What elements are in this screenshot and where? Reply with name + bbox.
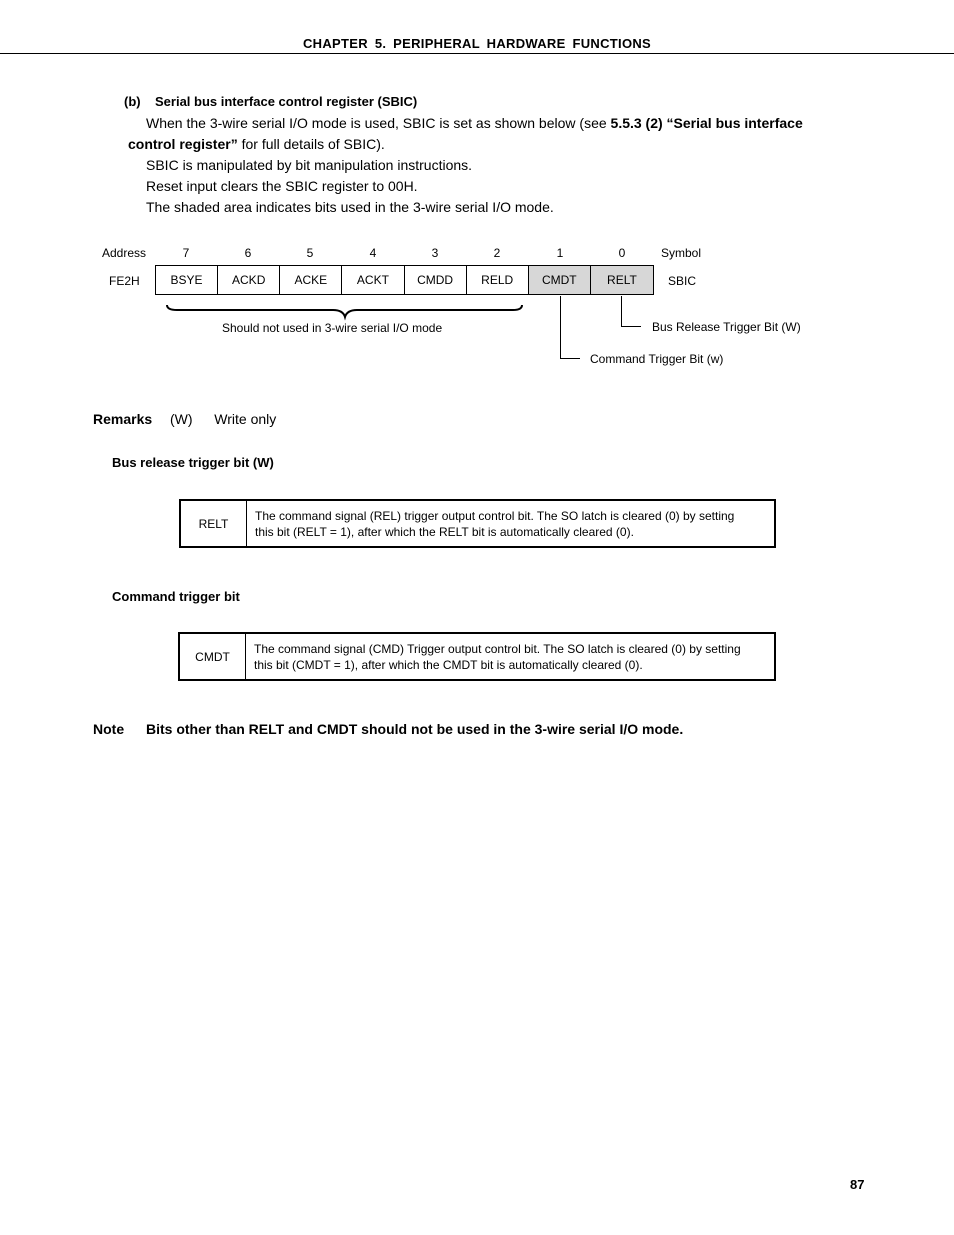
register-bit-field <box>155 265 654 295</box>
relt-callout-horizontal <box>621 326 641 327</box>
paragraph-1-line-1 <box>146 113 803 134</box>
remarks-label: Remarks <box>93 411 153 427</box>
bit-number-7: 7 <box>182 246 190 260</box>
relt-desc-line-2: this bit (RELT = 1), after which the RELT bit is automatically cleared (0). <box>255 524 634 539</box>
bit-cell-acke: ACKE <box>280 266 342 294</box>
register-address: FE2H <box>109 274 140 288</box>
bit-cell-bsye: BSYE <box>156 266 218 294</box>
cmdt-heading: Command trigger bit <box>112 589 240 604</box>
cmdt-callout-label: Command Trigger Bit (w) <box>590 352 724 366</box>
p1-post: for full details of SBIC). <box>237 136 385 152</box>
table-row <box>179 633 775 680</box>
relt-name-cell: RELT <box>180 500 247 547</box>
bit-number-4: 4 <box>369 246 377 260</box>
bit-number-5: 5 <box>306 246 314 260</box>
cmdt-desc-line-1: The command signal (CMD) Trigger output control bit. The SO latch is cleared (0) by setting <box>254 641 741 656</box>
p1-reference-b: control register” <box>128 136 238 152</box>
relt-callout-label: Bus Release Trigger Bit (W) <box>652 320 801 334</box>
bit-number-1: 1 <box>556 246 564 260</box>
bit-number-0: 0 <box>618 246 626 260</box>
table-row <box>180 500 775 547</box>
note <box>93 721 683 737</box>
note-label: Note <box>93 721 125 737</box>
chapter-header: CHAPTER 5. PERIPHERAL HARDWARE FUNCTIONS <box>302 36 652 51</box>
bit-number-3: 3 <box>431 246 439 260</box>
section-label: (b) <box>124 94 141 109</box>
bit-cell-ackt: ACKT <box>342 266 404 294</box>
cmdt-desc-line-2: this bit (CMDT = 1), after which the CMDT bit is automatically cleared (0). <box>254 657 643 672</box>
p1-reference-a: 5.5.3 (2) “Serial bus interface <box>610 115 803 131</box>
paragraph-1-line-2 <box>128 134 385 155</box>
bit-number-2: 2 <box>493 246 501 260</box>
page-number: 87 <box>850 1177 865 1192</box>
register-symbol: SBIC <box>668 274 697 288</box>
relt-desc-cell <box>247 500 776 547</box>
remarks <box>93 411 276 427</box>
bit-cell-reld: RELD <box>467 266 529 294</box>
brace-label: Should not used in 3-wire serial I/O mode <box>222 321 443 335</box>
remarks-code: (W) <box>169 411 193 427</box>
paragraph-2: SBIC is manipulated by bit manipulation instructions. <box>146 157 473 173</box>
section-title-text: Serial bus interface control register (SBIC) <box>155 94 418 109</box>
section-title <box>124 94 417 109</box>
p1-text: When the 3-wire serial I/O mode is used, SBIC is set as shown below (see <box>146 115 611 131</box>
relt-table <box>179 499 776 548</box>
bit-cell-relt: RELT <box>591 266 653 294</box>
relt-desc-line-1: The command signal (REL) trigger output control bit. The SO latch is cleared (0) by setting <box>255 508 735 523</box>
header-rule <box>0 53 954 54</box>
paragraph-3: Reset input clears the SBIC register to 00H. <box>146 178 418 194</box>
address-label: Address <box>102 246 147 260</box>
bit-cell-cmdt: CMDT <box>529 266 591 294</box>
note-text: Bits other than RELT and CMDT should not be used in the 3-wire serial I/O mode. <box>146 721 684 737</box>
cmdt-callout-horizontal <box>560 358 580 359</box>
bit-number-6: 6 <box>244 246 252 260</box>
bit-cell-ackd: ACKD <box>218 266 280 294</box>
cmdt-desc-cell <box>246 633 776 680</box>
bit-cell-cmdd: CMDD <box>405 266 467 294</box>
relt-heading: Bus release trigger bit (W) <box>112 455 274 470</box>
cmdt-callout-vertical <box>560 296 561 359</box>
remarks-text: Write only <box>214 411 277 427</box>
cmdt-table <box>178 632 776 681</box>
symbol-label: Symbol <box>661 246 702 260</box>
cmdt-name-cell: CMDT <box>179 633 246 680</box>
relt-callout-vertical <box>621 296 622 327</box>
paragraph-4: The shaded area indicates bits used in the 3-wire serial I/O mode. <box>146 199 554 215</box>
